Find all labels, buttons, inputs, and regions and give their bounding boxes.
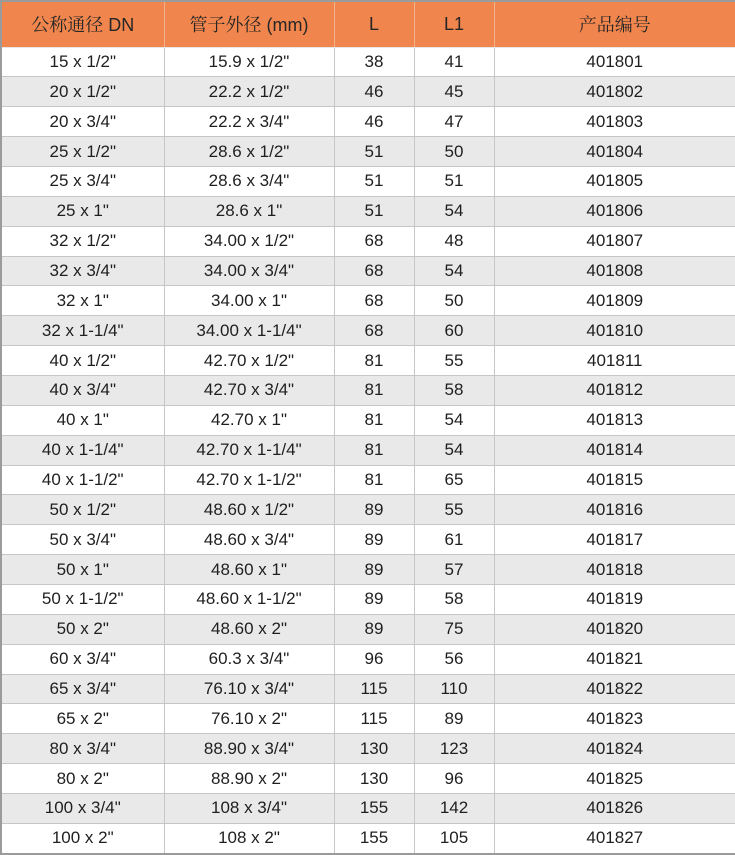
table-row <box>1 614 735 644</box>
table-body <box>1 47 735 854</box>
cell-l: 115 <box>334 704 414 734</box>
cell-code: 401825 <box>494 764 735 794</box>
cell-code: 401806 <box>494 196 735 226</box>
cell-od: 108 x 2" <box>164 823 334 854</box>
cell-l: 81 <box>334 435 414 465</box>
cell-code: 401812 <box>494 375 735 405</box>
cell-code: 401823 <box>494 704 735 734</box>
cell-od: 22.2 x 1/2" <box>164 77 334 107</box>
table-row <box>1 316 735 346</box>
cell-dn: 80 x 3/4" <box>1 734 164 764</box>
cell-l1: 54 <box>414 256 494 286</box>
cell-dn: 50 x 1" <box>1 555 164 585</box>
cell-od: 34.00 x 1-1/4" <box>164 316 334 346</box>
cell-dn: 50 x 1-1/2" <box>1 584 164 614</box>
table-row <box>1 107 735 137</box>
cell-l1: 96 <box>414 764 494 794</box>
cell-od: 48.60 x 1-1/2" <box>164 584 334 614</box>
cell-code: 401824 <box>494 734 735 764</box>
cell-l1: 56 <box>414 644 494 674</box>
cell-od: 28.6 x 1/2" <box>164 137 334 167</box>
table-row <box>1 256 735 286</box>
cell-dn: 40 x 1-1/4" <box>1 435 164 465</box>
cell-l1: 105 <box>414 823 494 854</box>
cell-dn: 65 x 3/4" <box>1 674 164 704</box>
cell-l: 46 <box>334 77 414 107</box>
cell-l1: 110 <box>414 674 494 704</box>
cell-l1: 123 <box>414 734 494 764</box>
cell-l: 51 <box>334 166 414 196</box>
cell-code: 401809 <box>494 286 735 316</box>
cell-l1: 58 <box>414 584 494 614</box>
cell-l1: 89 <box>414 704 494 734</box>
cell-l: 46 <box>334 107 414 137</box>
cell-od: 28.6 x 3/4" <box>164 166 334 196</box>
cell-dn: 32 x 1" <box>1 286 164 316</box>
cell-dn: 20 x 3/4" <box>1 107 164 137</box>
cell-l1: 50 <box>414 286 494 316</box>
cell-code: 401816 <box>494 495 735 525</box>
cell-l1: 75 <box>414 614 494 644</box>
cell-code: 401811 <box>494 346 735 376</box>
column-header-dn: 公称通径 DN <box>1 1 164 47</box>
cell-l: 68 <box>334 316 414 346</box>
table-row <box>1 47 735 77</box>
table-row <box>1 196 735 226</box>
cell-od: 42.70 x 1-1/2" <box>164 465 334 495</box>
cell-l: 89 <box>334 495 414 525</box>
cell-dn: 25 x 1" <box>1 196 164 226</box>
cell-l: 155 <box>334 823 414 854</box>
table-row <box>1 77 735 107</box>
cell-l1: 65 <box>414 465 494 495</box>
cell-od: 34.00 x 3/4" <box>164 256 334 286</box>
cell-code: 401818 <box>494 555 735 585</box>
cell-l1: 57 <box>414 555 494 585</box>
cell-od: 108 x 3/4" <box>164 793 334 823</box>
cell-l1: 51 <box>414 166 494 196</box>
cell-l: 81 <box>334 375 414 405</box>
cell-l: 89 <box>334 584 414 614</box>
cell-od: 42.70 x 1" <box>164 405 334 435</box>
cell-l: 89 <box>334 525 414 555</box>
cell-l1: 41 <box>414 47 494 77</box>
table-row <box>1 226 735 256</box>
cell-dn: 65 x 2" <box>1 704 164 734</box>
cell-code: 401827 <box>494 823 735 854</box>
cell-dn: 60 x 3/4" <box>1 644 164 674</box>
cell-dn: 15 x 1/2" <box>1 47 164 77</box>
cell-l: 68 <box>334 226 414 256</box>
cell-code: 401815 <box>494 465 735 495</box>
cell-l: 68 <box>334 286 414 316</box>
cell-od: 76.10 x 3/4" <box>164 674 334 704</box>
cell-dn: 50 x 1/2" <box>1 495 164 525</box>
cell-l: 130 <box>334 734 414 764</box>
table-row <box>1 435 735 465</box>
cell-od: 34.00 x 1/2" <box>164 226 334 256</box>
cell-od: 48.60 x 1/2" <box>164 495 334 525</box>
column-header-od: 管子外径 (mm) <box>164 1 334 47</box>
table-header <box>1 1 735 47</box>
cell-l: 89 <box>334 555 414 585</box>
cell-l: 130 <box>334 764 414 794</box>
cell-dn: 20 x 1/2" <box>1 77 164 107</box>
cell-code: 401821 <box>494 644 735 674</box>
table-row <box>1 375 735 405</box>
cell-l: 89 <box>334 614 414 644</box>
cell-dn: 100 x 3/4" <box>1 793 164 823</box>
cell-od: 42.70 x 1/2" <box>164 346 334 376</box>
cell-dn: 40 x 1/2" <box>1 346 164 376</box>
cell-l1: 47 <box>414 107 494 137</box>
cell-code: 401801 <box>494 47 735 77</box>
cell-code: 401810 <box>494 316 735 346</box>
cell-dn: 100 x 2" <box>1 823 164 854</box>
cell-l1: 61 <box>414 525 494 555</box>
cell-dn: 40 x 1" <box>1 405 164 435</box>
table-row <box>1 286 735 316</box>
cell-code: 401822 <box>494 674 735 704</box>
cell-code: 401802 <box>494 77 735 107</box>
cell-od: 22.2 x 3/4" <box>164 107 334 137</box>
cell-l1: 60 <box>414 316 494 346</box>
cell-l: 51 <box>334 196 414 226</box>
cell-od: 15.9 x 1/2" <box>164 47 334 77</box>
table-row <box>1 674 735 704</box>
table-row <box>1 555 735 585</box>
table-row <box>1 734 735 764</box>
cell-l1: 55 <box>414 346 494 376</box>
cell-l1: 48 <box>414 226 494 256</box>
cell-od: 88.90 x 3/4" <box>164 734 334 764</box>
cell-od: 34.00 x 1" <box>164 286 334 316</box>
cell-code: 401814 <box>494 435 735 465</box>
table-row <box>1 495 735 525</box>
cell-l1: 54 <box>414 196 494 226</box>
table-row <box>1 704 735 734</box>
header-row <box>1 1 735 47</box>
cell-od: 48.60 x 3/4" <box>164 525 334 555</box>
cell-code: 401807 <box>494 226 735 256</box>
table-row <box>1 764 735 794</box>
cell-code: 401817 <box>494 525 735 555</box>
cell-dn: 32 x 3/4" <box>1 256 164 286</box>
cell-l: 38 <box>334 47 414 77</box>
cell-od: 88.90 x 2" <box>164 764 334 794</box>
cell-l1: 54 <box>414 435 494 465</box>
cell-l1: 142 <box>414 793 494 823</box>
cell-code: 401820 <box>494 614 735 644</box>
cell-od: 42.70 x 3/4" <box>164 375 334 405</box>
column-header-l: L <box>334 1 414 47</box>
cell-od: 48.60 x 2" <box>164 614 334 644</box>
cell-l: 96 <box>334 644 414 674</box>
cell-code: 401808 <box>494 256 735 286</box>
cell-l: 81 <box>334 465 414 495</box>
table-row <box>1 137 735 167</box>
cell-l1: 45 <box>414 77 494 107</box>
cell-dn: 40 x 1-1/2" <box>1 465 164 495</box>
cell-l1: 50 <box>414 137 494 167</box>
cell-od: 60.3 x 3/4" <box>164 644 334 674</box>
table-row <box>1 346 735 376</box>
cell-code: 401819 <box>494 584 735 614</box>
cell-code: 401803 <box>494 107 735 137</box>
cell-code: 401805 <box>494 166 735 196</box>
table-row <box>1 405 735 435</box>
cell-dn: 25 x 1/2" <box>1 137 164 167</box>
cell-l: 68 <box>334 256 414 286</box>
cell-dn: 40 x 3/4" <box>1 375 164 405</box>
cell-l: 81 <box>334 405 414 435</box>
table-row <box>1 584 735 614</box>
cell-l: 115 <box>334 674 414 704</box>
table-row <box>1 465 735 495</box>
column-header-l1: L1 <box>414 1 494 47</box>
cell-dn: 80 x 2" <box>1 764 164 794</box>
cell-dn: 50 x 3/4" <box>1 525 164 555</box>
cell-dn: 32 x 1-1/4" <box>1 316 164 346</box>
table-row <box>1 644 735 674</box>
cell-od: 48.60 x 1" <box>164 555 334 585</box>
cell-dn: 25 x 3/4" <box>1 166 164 196</box>
cell-code: 401826 <box>494 793 735 823</box>
cell-l: 51 <box>334 137 414 167</box>
table-row <box>1 823 735 854</box>
table-row <box>1 166 735 196</box>
cell-l1: 55 <box>414 495 494 525</box>
cell-dn: 50 x 2" <box>1 614 164 644</box>
table-row <box>1 793 735 823</box>
cell-od: 76.10 x 2" <box>164 704 334 734</box>
cell-dn: 32 x 1/2" <box>1 226 164 256</box>
cell-l1: 58 <box>414 375 494 405</box>
table-row <box>1 525 735 555</box>
cell-od: 28.6 x 1" <box>164 196 334 226</box>
column-header-code: 产品编号 <box>494 1 735 47</box>
cell-code: 401804 <box>494 137 735 167</box>
cell-l1: 54 <box>414 405 494 435</box>
cell-code: 401813 <box>494 405 735 435</box>
cell-l: 81 <box>334 346 414 376</box>
cell-od: 42.70 x 1-1/4" <box>164 435 334 465</box>
cell-l: 155 <box>334 793 414 823</box>
